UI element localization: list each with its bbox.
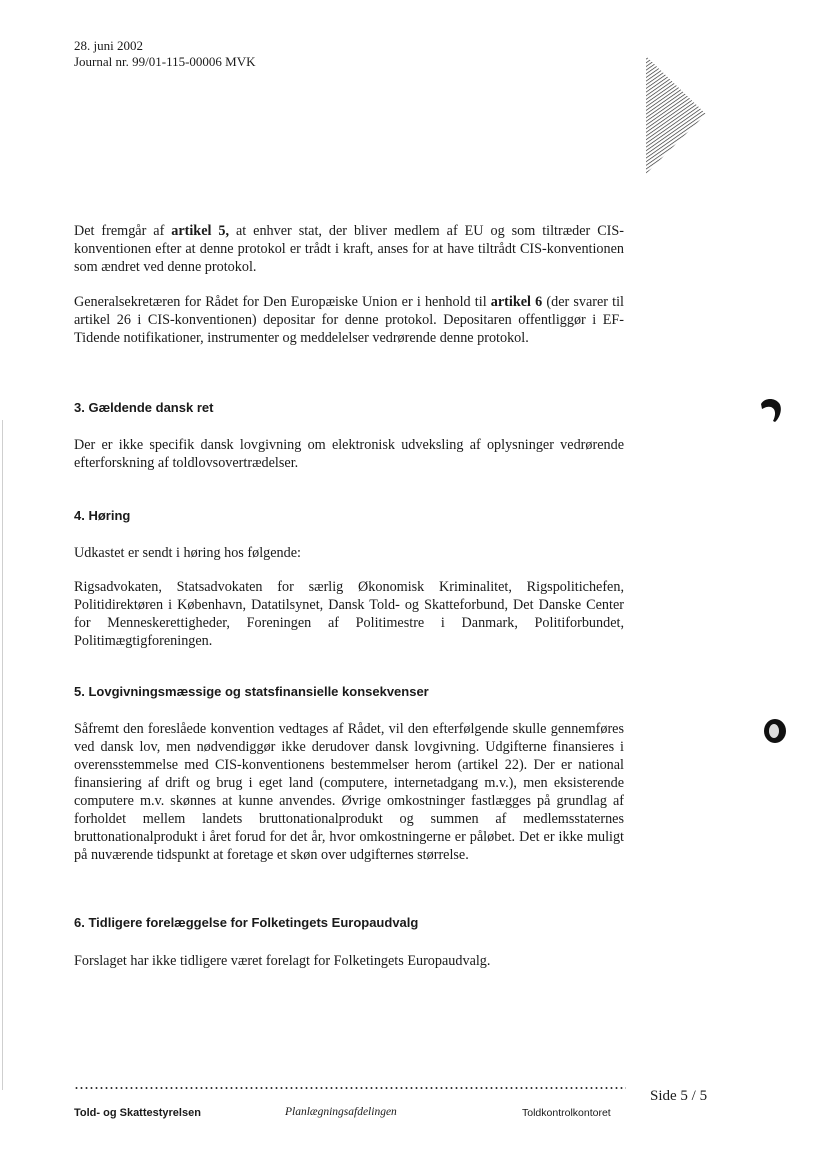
hole-punch-mark-icon [758,396,784,424]
section-4-intro: Udkastet er sendt i høring hos følgende: [74,545,301,561]
section-heading-6: 6. Tidligere forelæggelse for Folketingets Europaudvalg [74,915,419,930]
footer-organisation: Told- og Skattestyrelsen [74,1107,201,1119]
paragraph-article-6: Generalsekretæren for Rådet for Den Europæiske Union er i henhold til artikel 6 (der svarer til artikel 26 i CIS-konventionen) depositar for denne protokol. Depositaren offentliggør i EF-Tidende notifikationer, instrumenter og meddelelser vedrørende denne protokol. [74,294,624,346]
footer-office: Toldkontrolkontoret [522,1107,611,1119]
section-heading-3: 3. Gældende dansk ret [74,400,214,415]
striped-triangle-logo-icon [640,52,710,177]
section-heading-4: 4. Høring [74,508,131,523]
journal-number: Journal nr. 99/01-115-00006 MVK [74,54,256,69]
footer-dotted-rule [74,1086,626,1090]
footer-department: Planlægningsafdelingen [285,1106,397,1118]
section-6-text: Forslaget har ikke tidligere været forelagt for Folketingets Europaudvalg. [74,953,491,969]
document-header [74,38,256,70]
section-5-text: Såfremt den foreslåede konvention vedtages af Rådet, vil den efterfølgende skulle gennemføres ved dansk lov, men nødvendiggør ikke derudover dansk lovgivning. Udgifterne finansieres i overensstemmelse med CIS-konventionens bestemmelser herom (artikel 22). Der er national finansiering af drift og brug i eget land (computere, internetadgang m.v.), men eksisterende computere m.v. skønnes at kunne anvendes. Øvrige omkostninger fastlægges på grundlag af forholdet mellem landets bruttonationalprodukt og summen af medlemsstaternes bruttonationalprodukt i året forud for det år, hvor omkostningerne er påløbet. Det er ikke muligt på nuværende tidspunkt at foretage et skøn over udgifternes størrelse. [74,721,624,863]
paragraph-article-5: Det fremgår af artikel 5, at enhver stat, der bliver medlem af EU og som tiltræder CIS-konventionen efter at denne protokol er trådt i kraft, anses for at have tiltrådt CIS-konventionen som ændret ved denne protokol. [74,223,625,275]
page-number: Side 5 / 5 [650,1088,708,1104]
section-3-text: Der er ikke specifik dansk lovgivning om elektronisk udveksling af oplysninger vedrørende efterforskning af toldlovsovertrædelser. [74,437,624,471]
hole-punch-ring-mark-icon [762,717,788,745]
scan-margin-line [2,420,3,1090]
section-4-text: Rigsadvokaten, Statsadvokaten for særlig Økonomisk Kriminalitet, Rigspolitichefen, Politidirektøren i København, Datatilsynet, Dansk Told- og Skatteforbund, Det Danske Center for Menneskerettigheder, Foreningen af Politimestre i Danmark, Politiforbundet, Politimægtigforeningen. [74,579,624,649]
document-date: 28. juni 2002 [74,38,143,53]
section-heading-5: 5. Lovgivningsmæssige og statsfinansielle konsekvenser [74,684,429,699]
